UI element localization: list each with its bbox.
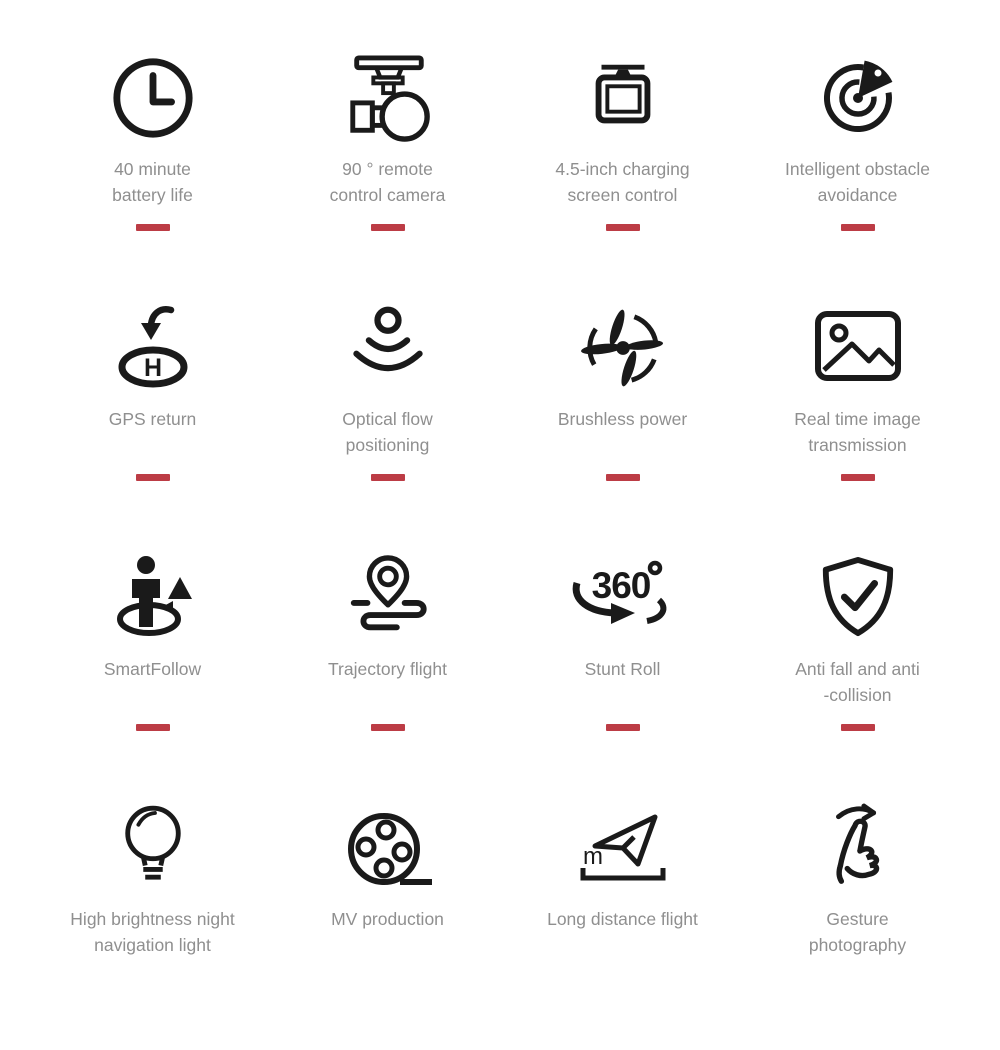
feature-label-line: navigation light [94,935,211,955]
feature-label-line: SmartFollow [103,659,202,679]
feature-card-long-distance [505,800,740,1050]
feature-label [558,406,687,458]
feature-card-trajectory-flight [270,550,505,800]
feature-label-line: Gesture [826,909,889,929]
accent-dash [136,224,170,231]
map-pin-route-icon [341,550,435,646]
accent-dash [371,724,405,731]
paper-plane-icon [575,800,671,896]
feature-label [555,156,689,208]
feature-label [104,656,201,708]
radar-icon [814,50,902,146]
feature-card-gps-return [35,300,270,550]
clock-icon [110,50,196,146]
accent-dash [841,724,875,731]
feature-label-line [585,682,661,708]
accent-dash [371,224,405,231]
feature-label-line: Long distance flight [547,909,698,929]
feature-label-line: 40 minute [114,159,191,179]
monitor-screen-icon [580,50,666,146]
feature-card-stunt-roll [505,550,740,800]
shield-check-icon [817,550,899,646]
feature-card-night-light [35,800,270,1050]
film-reel-icon [340,800,436,896]
feature-label-line: avoidance [817,185,898,205]
feature-label [109,406,197,458]
feature-label [70,906,234,958]
feature-label [330,156,446,208]
feature-label [585,656,661,708]
feature-label-line: transmission [808,435,907,455]
accent-dash [606,474,640,481]
rotate-360-icon [567,550,679,646]
accent-dash [606,724,640,731]
feature-label-line [104,682,201,708]
feature-label-line [109,432,197,458]
feature-card-obstacle-avoidance [740,50,975,300]
feature-label [331,906,444,958]
photo-icon [812,300,904,396]
feature-card-optical-flow [270,300,505,550]
feature-card-brushless-power [505,300,740,550]
accent-dash [606,224,640,231]
feature-card-smart-follow [35,550,270,800]
feature-label-line: photography [808,935,907,955]
optical-flow-icon [341,300,435,396]
feature-label [328,656,447,708]
feature-label-line [331,932,444,958]
light-bulb-icon [118,800,188,896]
feature-label [794,406,920,458]
feature-label-line: Anti fall and anti [795,659,920,679]
feature-label-line [328,682,447,708]
feature-label-line: Stunt Roll [584,659,661,679]
feature-label-line: Trajectory flight [328,659,447,679]
feature-label [112,156,193,208]
accent-dash [371,474,405,481]
feature-label [809,906,906,958]
feature-label-line: screen control [567,185,678,205]
meter-unit-text: m [582,843,603,870]
feature-label [795,656,920,708]
helipad-h-letter: H [143,354,162,382]
feature-card-mv-production [270,800,505,1050]
feature-card-image-transmission [740,300,975,550]
feature-label-line: Optical flow [342,409,433,429]
feature-label [342,406,432,458]
feature-label-line: 90 ° remote [342,159,433,179]
accent-dash [841,474,875,481]
hand-gesture-icon [815,800,901,896]
feature-card-battery-life [35,50,270,300]
feature-label-line: battery life [112,185,193,205]
rotation-degrees-text: 360 [591,565,650,606]
feature-label-line: MV production [331,909,444,929]
accent-dash [136,724,170,731]
feature-label-line: 4.5-inch charging [555,159,690,179]
propeller-icon [576,300,670,396]
feature-label-line [558,432,687,458]
feature-card-remote-camera [270,50,505,300]
feature-card-gesture-photography [740,800,975,1050]
feature-label-line: Brushless power [557,409,688,429]
feature-label-line: High brightness night [70,909,235,929]
feature-label-line: positioning [345,435,430,455]
feature-card-screen-control [505,50,740,300]
feature-label-line [547,932,698,958]
feature-label [785,156,930,208]
feature-label-line: -collision [823,685,892,705]
feature-label [547,906,698,958]
accent-dash [136,474,170,481]
gps-return-icon [107,300,199,396]
feature-label-line: control camera [329,185,446,205]
feature-label-line: Intelligent obstacle [785,159,930,179]
accent-dash [841,224,875,231]
feature-label-line: Real time image [794,409,921,429]
feature-label-line: GPS return [108,409,197,429]
gimbal-camera-icon [341,50,435,146]
feature-card-anti-collision [740,550,975,800]
person-follow-icon [105,550,201,646]
